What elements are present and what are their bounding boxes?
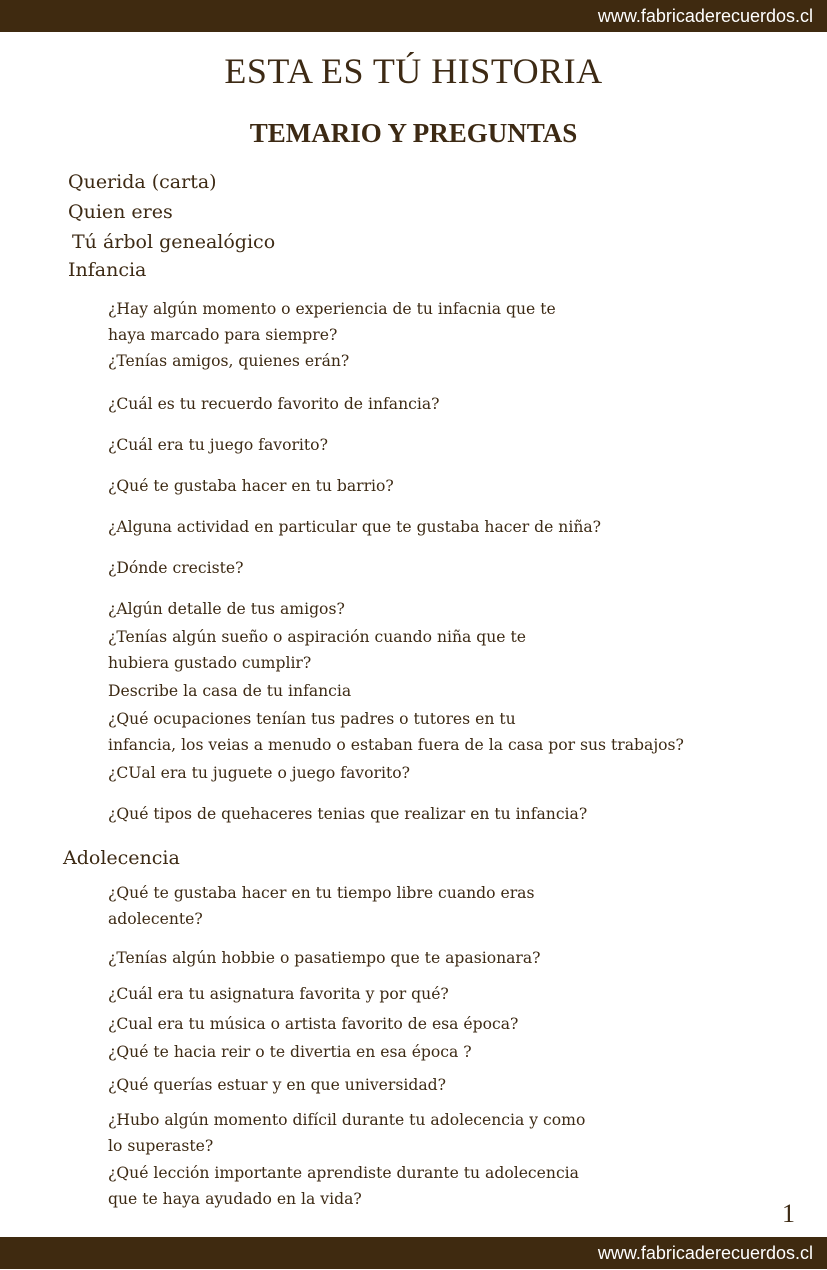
- question-item: ¿Qué querías estuar y en que universidad?: [108, 1076, 446, 1094]
- question-item: ¿Qué tipos de quehaceres tenias que realizar en tu infancia?: [108, 805, 588, 823]
- question-item: ¿Dónde creciste?: [108, 559, 244, 577]
- topic-quien-eres: Quien eres: [68, 201, 173, 223]
- question-item: ¿Hubo algún momento difícil durante tu adolecencia y como lo superaste?: [108, 1111, 586, 1155]
- section-heading-infancia: Infancia: [68, 259, 147, 281]
- header-site-url: www.fabricaderecuerdos.cl: [597, 6, 813, 26]
- question-item: ¿Cual era tu música o artista favorito de esa época?: [108, 1015, 519, 1033]
- section-heading-adolecencia: Adolecencia: [63, 847, 180, 869]
- question-item: ¿Qué lección importante aprendiste durante tu adolecencia que te haya ayudado en la vida?: [108, 1164, 579, 1208]
- topic-arbol-genealogico: Tú árbol genealógico: [72, 231, 276, 253]
- question-item: ¿Qué ocupaciones tenían tus padres o tutores en tu infancia, los veias a menudo o estaban fuera de la casa por sus trabajos?: [108, 710, 684, 754]
- topic-querida: Querida (carta): [68, 171, 217, 193]
- question-item: ¿Cuál era tu juego favorito?: [108, 436, 328, 454]
- question-item: ¿Hay algún momento o experiencia de tu infacnia que te haya marcado para siempre?: [108, 300, 556, 344]
- page-subtitle: TEMARIO Y PREGUNTAS: [249, 118, 578, 148]
- question-item: ¿Tenías amigos, quienes erán?: [108, 352, 350, 370]
- question-item: ¿Alguna actividad en particular que te gustaba hacer de niña?: [108, 518, 602, 536]
- question-item: ¿Cuál es tu recuerdo favorito de infancia?: [108, 395, 440, 413]
- question-item: ¿Cuál era tu asignatura favorita y por qué?: [108, 985, 449, 1003]
- header-bar: [0, 0, 827, 32]
- footer-site-url: www.fabricaderecuerdos.cl: [597, 1243, 813, 1263]
- question-item: ¿CUal era tu juguete o juego favorito?: [108, 764, 410, 782]
- question-item: ¿Tenías algún sueño o aspiración cuando niña que te hubiera gustado cumplir?: [108, 628, 526, 672]
- question-item: ¿Qué te gustaba hacer en tu tiempo libre cuando eras adolecente?: [108, 884, 535, 928]
- question-item: ¿Qué te gustaba hacer en tu barrio?: [108, 477, 394, 495]
- question-item: ¿Qué te hacia reir o te divertia en esa época ?: [108, 1043, 472, 1061]
- footer-bar: [0, 1237, 827, 1269]
- page-number: 1: [782, 1199, 795, 1228]
- question-item: Describe la casa de tu infancia: [108, 682, 352, 700]
- question-item: ¿Tenías algún hobbie o pasatiempo que te apasionara?: [108, 949, 541, 967]
- question-item: ¿Algún detalle de tus amigos?: [108, 600, 345, 618]
- page-title: ESTA ES TÚ HISTORIA: [224, 51, 603, 91]
